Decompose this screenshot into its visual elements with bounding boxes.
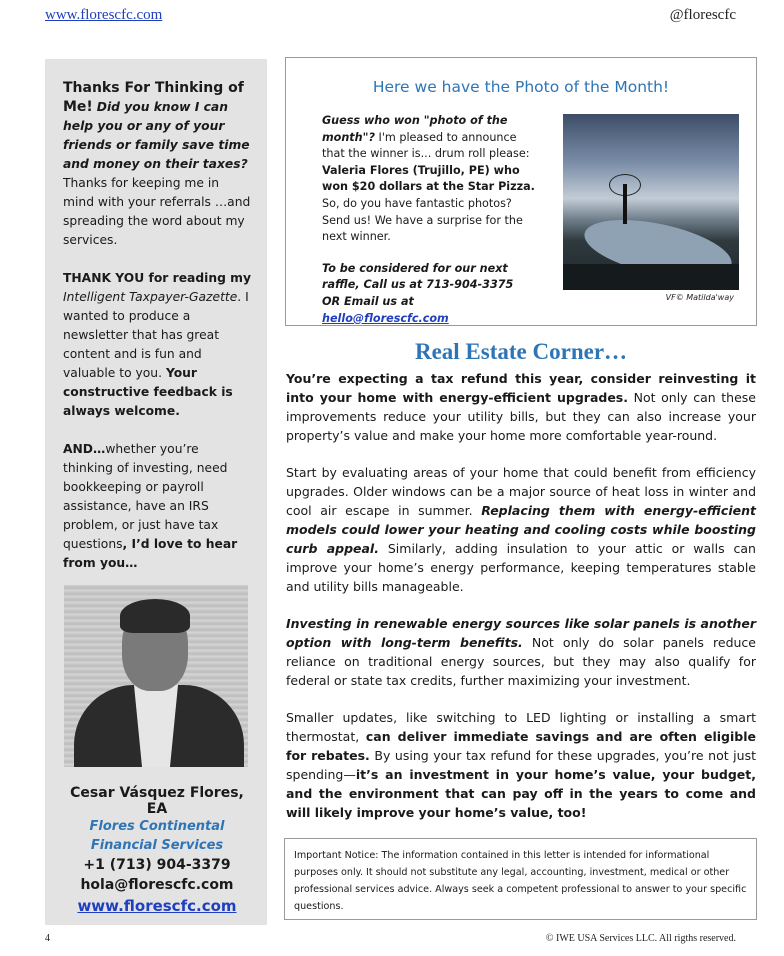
sidebar-services-text: whether you’re thinking of investing, need bookkeeping or payroll assistance, have an IRS problem, or just have tax questions bbox=[63, 442, 228, 551]
article-solar-highlight: Investing in renewable energy sources like solar panels is another option with long-term benefits. bbox=[286, 616, 756, 650]
page-number: 4 bbox=[45, 933, 50, 944]
author-photo bbox=[64, 585, 248, 767]
photo-of-month-announce: I'm pleased to announce that the winner is... drum roll please: bbox=[322, 130, 530, 161]
photo-of-month-email-label: OR Email us at bbox=[322, 294, 414, 308]
author-website-link[interactable]: www.florescfc.com bbox=[77, 897, 237, 915]
sidebar-contact-invite bbox=[63, 440, 251, 573]
article-paragraph bbox=[286, 463, 756, 596]
photo-of-month-title: Here we have the Photo of the Month! bbox=[372, 78, 670, 96]
article-updates-text: Smaller updates, like switching to LED lighting or installing a smart thermostat, bbox=[286, 710, 756, 744]
article-paragraph bbox=[286, 708, 756, 822]
article-lead-text: Not only can these improvements reduce your utility bills, but they can also increase your property’s value and make your home more comfortable year-round. bbox=[286, 390, 756, 443]
header-website-link[interactable]: www.florescfc.com bbox=[45, 7, 163, 23]
photo-of-month-winner: Valeria Flores (Trujillo, PE) who won $20 dollars at the Star Pizza. bbox=[322, 163, 535, 194]
winning-photo bbox=[563, 114, 739, 290]
sidebar-hear-from-you: , I’d love to hear from you… bbox=[63, 537, 238, 570]
photo-of-month-email-link[interactable]: hello@florescfc.com bbox=[322, 311, 449, 325]
article-solar-text: Not only do solar panels reduce reliance on traditional energy sources, but they may also qualify for federal or state tax credits, further maximizing your investment. bbox=[286, 635, 756, 688]
sidebar-thank-you-bold: THANK YOU for reading my bbox=[63, 271, 252, 285]
sidebar-newsletter-name: Intelligent Taxpayer-Gazette bbox=[63, 290, 238, 304]
photo-of-month-box bbox=[285, 57, 757, 326]
sidebar-feedback-text: Your constructive feedback is always welcome. bbox=[63, 366, 233, 418]
article-spending-text: By using your tax refund for these upgrades, you’re not just spending— bbox=[286, 748, 756, 782]
article-lead: You’re expecting a tax refund this year, consider reinvesting it into your home with energy-efficient upgrades. bbox=[286, 371, 756, 405]
real-estate-article bbox=[286, 369, 756, 840]
sidebar-intro-text: Thanks for keeping me in mind with your referrals …and spreading the word about my services. bbox=[63, 176, 251, 247]
photo-of-month-call: To be considered for our next raffle, Call us at 713-904-3375 bbox=[322, 261, 514, 292]
article-investment-highlight: it’s an investment in your home’s value, your budget, and the environment that can pay off in the years to come and will likely improve your home’s value, too! bbox=[286, 767, 756, 820]
author-name: Cesar Vásquez Flores, EA bbox=[70, 785, 244, 817]
signature-block bbox=[63, 785, 251, 917]
sidebar-thank-you bbox=[63, 269, 251, 421]
article-windows-text: Start by evaluating areas of your home that could benefit from efficiency upgrades. Older windows can be a major source of heat loss in winter and cool air escape in summer. bbox=[286, 465, 756, 518]
article-insulation-text: Similarly, adding insulation to your attic or walls can improve your home’s energy performance, keeping temperatures stable and utility bills manageable. bbox=[286, 541, 756, 594]
photo-credit: VF© Matilda'way bbox=[665, 293, 734, 302]
sidebar bbox=[45, 59, 267, 925]
header-social-handle: @florescfc bbox=[669, 7, 736, 23]
photo-of-month-question: Guess who won "photo of the month"? bbox=[322, 114, 508, 144]
article-paragraph bbox=[286, 369, 756, 445]
sidebar-and-bold: AND… bbox=[63, 442, 106, 456]
author-phone: +1 (713) 904-3379 bbox=[83, 857, 231, 873]
copyright-notice: © IWE USA Services LLC. All rigths reserved. bbox=[545, 933, 736, 944]
sidebar-intro-question: Did you know I can help you or any of your friends or family save time and money on their taxes? bbox=[63, 100, 250, 171]
company-name: Flores Continental Financial Services bbox=[89, 819, 225, 853]
real-estate-title: Real Estate Corner… bbox=[414, 339, 628, 364]
photo-of-month-text bbox=[322, 113, 542, 327]
article-windows-highlight: Replacing them with energy-efficient models could lower your heating and cooling costs while boosting curb appeal. bbox=[286, 503, 756, 556]
article-paragraph bbox=[286, 614, 756, 690]
sidebar-thank-you-text: . I wanted to produce a newsletter that has great content and is fun and valuable to you. bbox=[63, 290, 249, 380]
important-notice: Important Notice: The information contained in this letter is intended for informational purposes only. It should not substitute any legal, accounting, investment, medical or other professional services advice. Always seek a competent professional to answer to your specific questions. bbox=[284, 838, 757, 920]
sidebar-intro bbox=[63, 79, 251, 250]
photo-of-month-invite: So, do you have fantastic photos? Send us! We have a surprise for the next winner. bbox=[322, 196, 523, 244]
sidebar-heading: Thanks For Thinking of Me! bbox=[63, 80, 244, 115]
author-email: hola@florescfc.com bbox=[80, 877, 234, 893]
article-savings-highlight: can deliver immediate savings and are often eligible for rebates. bbox=[286, 729, 756, 763]
